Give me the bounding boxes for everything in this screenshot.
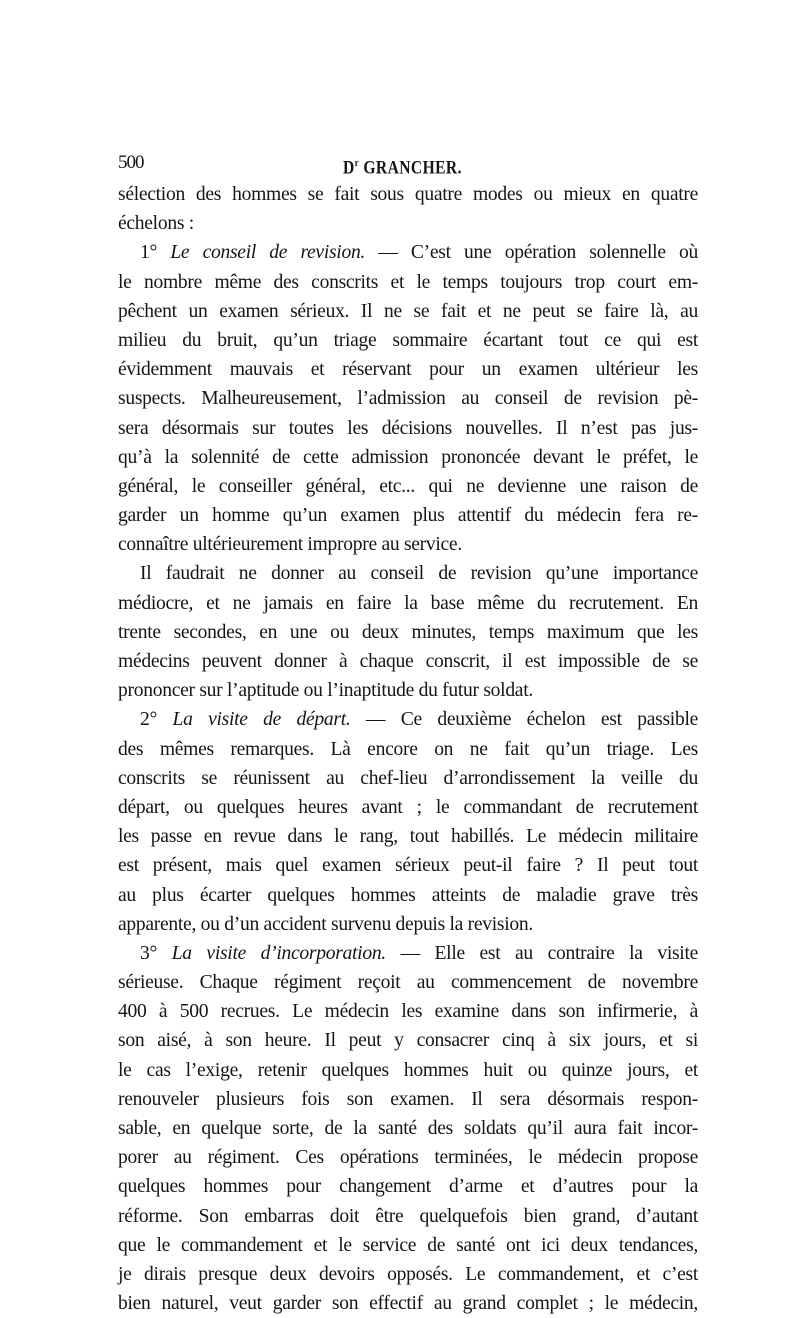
text-line: médiocre, et ne jamais en faire la base même du recrutement. En: [118, 592, 698, 614]
text-line: bien naturel, veut garder son effectif au grand complet ; le médecin,: [118, 1293, 698, 1315]
text-line: évidemment mauvais et réservant pour un examen ultérieur les: [118, 359, 698, 381]
text-line: connaître ultérieurement impropre au service.: [118, 534, 462, 556]
text-line: général, le conseiller général, etc... qui ne devienne une raison de: [118, 475, 698, 497]
text-line: quelques hommes pour changement d’arme et d’autres pour la: [118, 1176, 698, 1198]
section-heading-line: [118, 939, 698, 968]
text-line: garder un homme qu’un examen plus attentif du médecin fera re-: [118, 505, 698, 527]
text-line: sable, en quelque sorte, de la santé des soldats qu’il aura fait incor-: [118, 1118, 698, 1139]
text-line: conscrits se réunissent au chef-lieu d’arrondissement la veille du: [118, 767, 698, 789]
text-line: échelons :: [118, 213, 194, 235]
text-line: au plus écarter quelques hommes atteints de maladie grave très: [118, 884, 698, 906]
text-line: prononcer sur l’aptitude ou l’inaptitude du futur soldat.: [118, 680, 533, 702]
body-text: [118, 180, 698, 1318]
section-heading: La visite de départ.: [172, 709, 351, 731]
text-line: pêchent un examen sérieux. Il ne se fait et ne peut se faire là, au: [118, 300, 698, 322]
text-line: Il faudrait ne donner au conseil de revision qu’une importance: [140, 563, 698, 585]
text-line: renouveler plusieurs fois son examen. Il sera désormais respon-: [118, 1088, 698, 1110]
section-numeral: 2°: [140, 709, 173, 731]
page-number: 500: [118, 152, 144, 173]
text-line: je dirais presque deux devoirs opposés. Le commandement, et c’est: [118, 1263, 698, 1285]
text-line: réforme. Son embarras doit être quelquefois bien grand, d’autant: [118, 1205, 698, 1227]
section-heading-line: [118, 238, 698, 267]
text-line: suspects. Malheureusement, l’admission au conseil de revision pè-: [118, 388, 698, 410]
section-heading: Le conseil de revision.: [170, 242, 366, 264]
text-line: milieu du bruit, qu’un triage sommaire écartant tout ce qui est: [118, 329, 698, 351]
text-line: trente secondes, en une ou deux minutes, temps maximum que les: [118, 621, 698, 643]
text-line: qu’à la solennité de cette admission prononcée devant le préfet, le: [118, 446, 698, 468]
text-line: des mêmes remarques. Là encore on ne fait qu’un triage. Les: [118, 738, 698, 760]
text-line: est présent, mais quel examen sérieux peut-il faire ? Il peut tout: [118, 855, 698, 877]
author-name: GRANCHER.: [359, 157, 462, 179]
text-line-rest: — C’est une opération solennelle où: [365, 242, 698, 264]
text-line: apparente, ou d’un accident survenu depuis la revision.: [118, 913, 533, 935]
running-header: [118, 150, 698, 179]
text-line-rest: — Ce deuxième échelon est passible: [350, 709, 698, 731]
text-line: le cas l’exige, retenir quelques hommes huit ou quinze jours, et: [118, 1059, 698, 1081]
author-prefix: D: [343, 157, 355, 179]
section-numeral: 3°: [140, 942, 172, 964]
text-line: médecins peuvent donner à chaque conscrit, il est impossible de se: [118, 651, 698, 672]
text-line: porer au régiment. Ces opérations terminées, le médecin propose: [118, 1147, 698, 1169]
section-heading-line: [118, 705, 698, 734]
text-line: que le commandement et le service de santé ont ici deux tendances,: [118, 1234, 698, 1256]
author-title-superscript: r: [354, 157, 360, 169]
text-line: sélection des hommes se fait sous quatre modes ou mieux en quatre: [118, 184, 698, 205]
text-line: les passe en revue dans le rang, tout habillés. Le médecin militaire: [118, 826, 698, 848]
running-title: [343, 150, 462, 181]
text-line: départ, ou quelques heures avant ; le commandant de recrutement: [118, 796, 698, 818]
section-heading: La visite d’incorporation.: [171, 942, 386, 964]
text-line: sera désormais sur toutes les décisions nouvelles. Il n’est pas jus-: [118, 417, 698, 439]
text-line: sérieuse. Chaque régiment reçoit au commencement de novembre: [118, 972, 698, 994]
text-line: 400 à 500 recrues. Le médecin les examine dans son infirmerie, à: [118, 1001, 698, 1023]
section-numeral: 1°: [140, 242, 171, 264]
text-line-rest: — Elle est au contraire la visite: [385, 942, 698, 964]
text-line: le nombre même des conscrits et le temps toujours trop court em-: [118, 271, 698, 293]
text-line: son aisé, à son heure. Il peut y consacrer cinq à six jours, et si: [118, 1030, 698, 1052]
